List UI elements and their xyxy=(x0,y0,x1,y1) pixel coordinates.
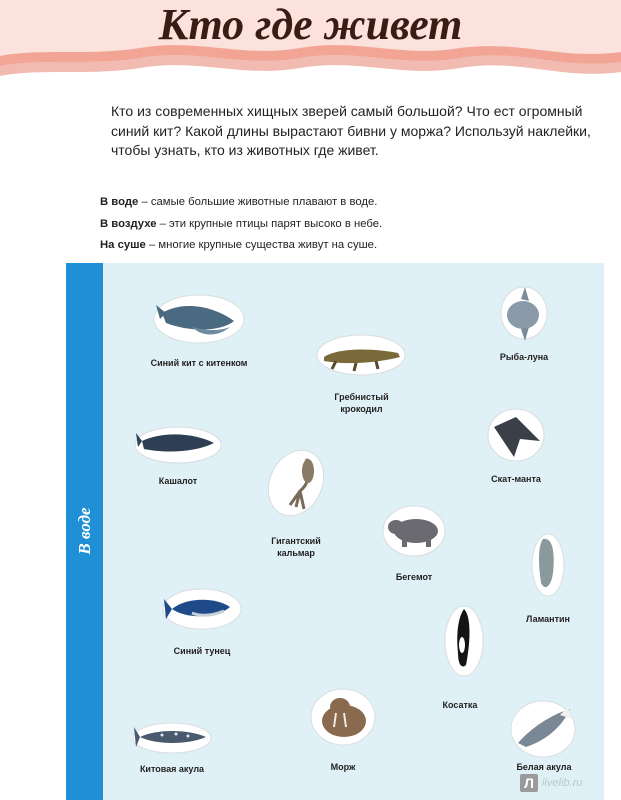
animal-label: Белая акула xyxy=(516,762,572,772)
tuna-sticker xyxy=(162,587,242,631)
whale-shark-sticker xyxy=(132,721,212,755)
animal-label: Косатка xyxy=(442,700,478,710)
animal-label: Гигантский кальмар xyxy=(271,536,321,558)
animal-label: Бегемот xyxy=(395,572,433,582)
animal-label: Кашалот xyxy=(158,476,198,486)
legend-item-land xyxy=(100,235,530,257)
in-water-panel xyxy=(66,263,604,800)
watermark-text: livelib.ru xyxy=(542,777,583,789)
page-header xyxy=(0,0,621,85)
sperm-whale-sticker xyxy=(134,425,222,465)
livelib-watermark xyxy=(520,774,596,794)
page-title: Кто где живет xyxy=(158,0,463,49)
animal-label: Синий кит с китенком xyxy=(150,358,248,368)
giant-squid-sticker xyxy=(266,447,326,519)
legend-term: В воде xyxy=(100,196,139,208)
sunfish-sticker xyxy=(499,285,549,341)
animal-label: Синий тунец xyxy=(173,646,231,656)
animal-label: Ламантин xyxy=(526,614,570,624)
animal-label: Гребнистый крокодил xyxy=(334,392,389,414)
animal-label: Китовая акула xyxy=(139,764,205,774)
orca-sticker xyxy=(444,605,484,677)
habitat-legend xyxy=(100,192,530,257)
watermark-logo: Л xyxy=(520,774,538,792)
legend-text: – самые большие животные плавают в воде. xyxy=(138,196,378,208)
manatee-sticker xyxy=(531,533,565,597)
walrus-sticker xyxy=(310,687,376,747)
animal-label: Морж xyxy=(330,762,356,772)
legend-item-air xyxy=(100,214,530,236)
legend-item-water xyxy=(100,192,530,214)
legend-text: – эти крупные птицы парят высоко в небе. xyxy=(156,217,383,230)
hippo-sticker xyxy=(382,505,446,557)
side-label: В воде xyxy=(74,507,94,555)
legend-term: В воздухе xyxy=(100,217,157,230)
intro-paragraph: Кто из современных хищных зверей самый большой? Что ест огромный синий кит? Какой длины вырастают бивни у моржа? Используй наклейки, чтобы узнать, кто из животных где живет. xyxy=(111,103,591,158)
legend-term: На суше xyxy=(100,239,146,251)
crocodile-sticker xyxy=(316,333,406,377)
animal-label: Рыба-луна xyxy=(499,352,549,362)
manta-ray-sticker xyxy=(486,407,546,463)
animal-label: Скат-манта xyxy=(491,474,541,484)
white-shark-sticker xyxy=(510,699,576,759)
legend-text: – многие крупные существа живут на суше. xyxy=(145,239,378,251)
blue-whale-sticker xyxy=(152,291,246,347)
